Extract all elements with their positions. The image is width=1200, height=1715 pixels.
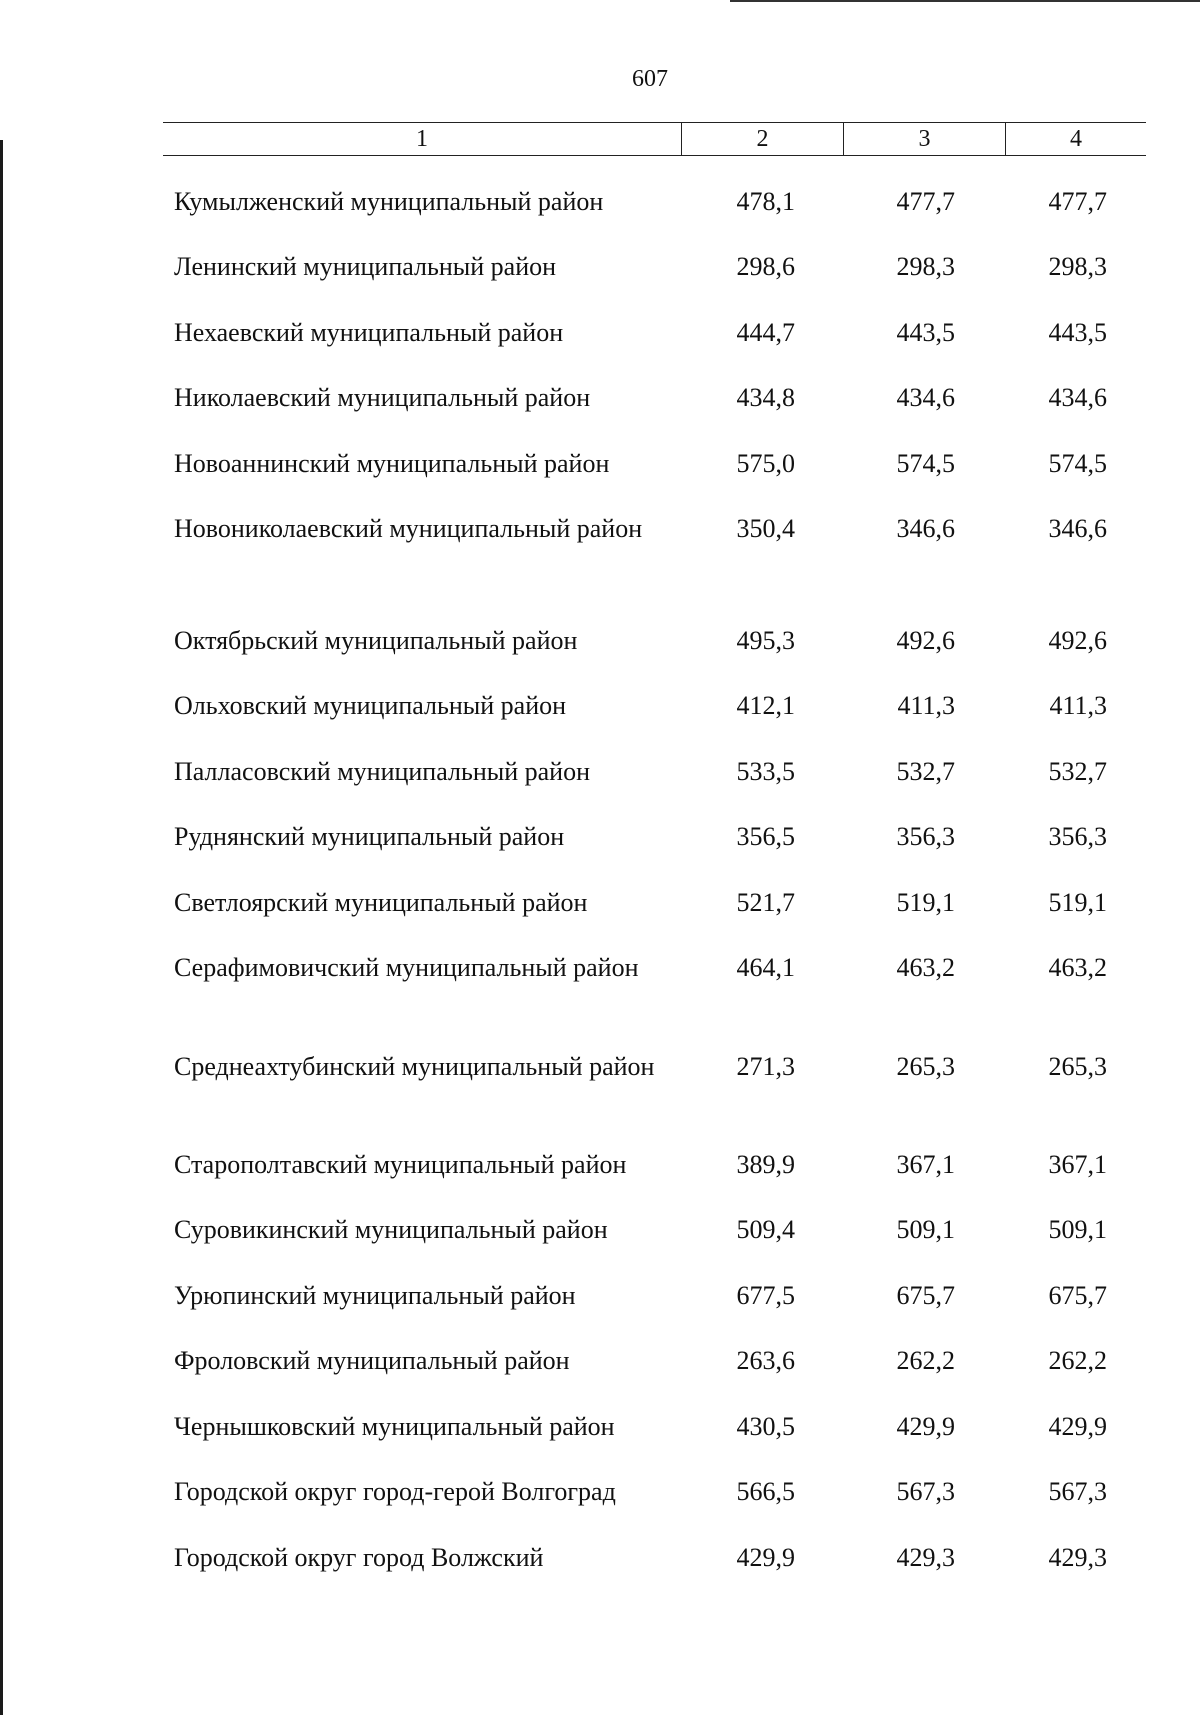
district-name: Палласовский муниципальный район: [174, 757, 590, 786]
district-name: Новоаннинский муниципальный район: [174, 449, 610, 478]
value-col-2: 566,5: [736, 1477, 795, 1506]
header-col-3: 3: [843, 123, 1005, 155]
value-col-2: 389,9: [736, 1150, 795, 1179]
district-name: Кумылженский муниципальный район: [174, 187, 604, 216]
header-col-2: 2: [681, 123, 843, 155]
district-name: Чернышковский муниципальный район: [174, 1412, 615, 1441]
value-col-2: 350,4: [736, 514, 795, 543]
value-col-2: 464,1: [736, 953, 795, 982]
value-col-3: 411,3: [897, 691, 955, 720]
district-name: Нехаевский муниципальный район: [174, 318, 564, 347]
header-col-1: 1: [416, 126, 428, 152]
district-name: Ольховский муниципальный район: [174, 691, 567, 720]
page-number: 607: [632, 66, 668, 92]
district-name: Фроловский муниципальный район: [174, 1346, 570, 1375]
value-col-4: 429,3: [1048, 1543, 1107, 1572]
district-name: Городской округ город-герой Волгоград: [174, 1477, 616, 1506]
value-col-3: 574,5: [896, 449, 955, 478]
value-col-4: 443,5: [1048, 318, 1107, 347]
district-name: Ленинский муниципальный район: [174, 252, 557, 281]
value-col-4: 367,1: [1048, 1150, 1107, 1179]
value-col-4: 346,6: [1048, 514, 1107, 543]
value-col-3: 429,9: [896, 1412, 955, 1441]
value-col-2: 298,6: [736, 252, 795, 281]
value-col-3: 675,7: [896, 1281, 955, 1310]
value-col-2: 478,1: [736, 187, 795, 216]
district-name: Старополтавский муниципальный район: [174, 1150, 627, 1179]
value-col-2: 509,4: [736, 1215, 795, 1244]
value-col-4: 429,9: [1048, 1412, 1107, 1441]
value-col-4: 477,7: [1048, 187, 1107, 216]
value-col-3: 367,1: [896, 1150, 955, 1179]
value-col-2: 430,5: [736, 1412, 795, 1441]
value-col-3: 356,3: [896, 822, 955, 851]
value-col-3: 463,2: [896, 953, 955, 982]
value-col-3: 509,1: [896, 1215, 955, 1244]
value-col-4: 356,3: [1048, 822, 1107, 851]
value-col-3: 434,6: [896, 383, 955, 412]
value-col-4: 519,1: [1048, 888, 1107, 917]
district-name: Октябрьский муниципальный район: [174, 626, 578, 655]
district-name: Урюпинский муниципальный район: [174, 1281, 576, 1310]
district-name: Николаевский муниципальный район: [174, 383, 591, 412]
value-col-4: 434,6: [1048, 383, 1107, 412]
value-col-4: 411,3: [1049, 691, 1107, 720]
header-col-4: 4: [1005, 123, 1146, 155]
value-col-2: 495,3: [736, 626, 795, 655]
value-col-3: 298,3: [896, 252, 955, 281]
value-col-2: 521,7: [736, 888, 795, 917]
district-name: Новониколаевский муниципальный район: [174, 514, 643, 543]
value-col-4: 298,3: [1048, 252, 1107, 281]
scan-edge: [0, 140, 3, 1715]
value-col-2: 356,5: [736, 822, 795, 851]
district-name: Городской округ город Волжский: [174, 1543, 544, 1572]
value-col-3: 429,3: [896, 1543, 955, 1572]
value-col-4: 574,5: [1048, 449, 1107, 478]
table-header: [163, 122, 1146, 156]
value-col-2: 444,7: [736, 318, 795, 347]
value-col-4: 509,1: [1048, 1215, 1107, 1244]
value-col-3: 262,2: [896, 1346, 955, 1375]
value-col-2: 271,3: [736, 1052, 795, 1081]
value-col-2: 434,8: [736, 383, 795, 412]
district-name: Светлоярский муниципальный район: [174, 888, 588, 917]
value-col-3: 477,7: [896, 187, 955, 216]
value-col-4: 492,6: [1048, 626, 1107, 655]
scan-line: [730, 0, 1200, 2]
value-col-3: 492,6: [896, 626, 955, 655]
value-col-2: 412,1: [736, 691, 795, 720]
value-col-3: 519,1: [896, 888, 955, 917]
value-col-3: 532,7: [896, 757, 955, 786]
value-col-2: 263,6: [736, 1346, 795, 1375]
district-name: Серафимовичский муниципальный район: [174, 953, 639, 982]
value-col-3: 265,3: [896, 1052, 955, 1081]
value-col-4: 265,3: [1048, 1052, 1107, 1081]
value-col-2: 429,9: [736, 1543, 795, 1572]
district-name: Среднеахтубинский муниципальный район: [174, 1052, 655, 1081]
district-name: Руднянский муниципальный район: [174, 822, 565, 851]
value-col-4: 262,2: [1048, 1346, 1107, 1375]
value-col-3: 567,3: [896, 1477, 955, 1506]
value-col-2: 533,5: [736, 757, 795, 786]
value-col-3: 346,6: [896, 514, 955, 543]
value-col-4: 532,7: [1048, 757, 1107, 786]
value-col-4: 675,7: [1048, 1281, 1107, 1310]
value-col-3: 443,5: [896, 318, 955, 347]
value-col-4: 463,2: [1048, 953, 1107, 982]
value-col-2: 575,0: [736, 449, 795, 478]
value-col-4: 567,3: [1048, 1477, 1107, 1506]
district-name: Суровикинский муниципальный район: [174, 1215, 608, 1244]
value-col-2: 677,5: [736, 1281, 795, 1310]
